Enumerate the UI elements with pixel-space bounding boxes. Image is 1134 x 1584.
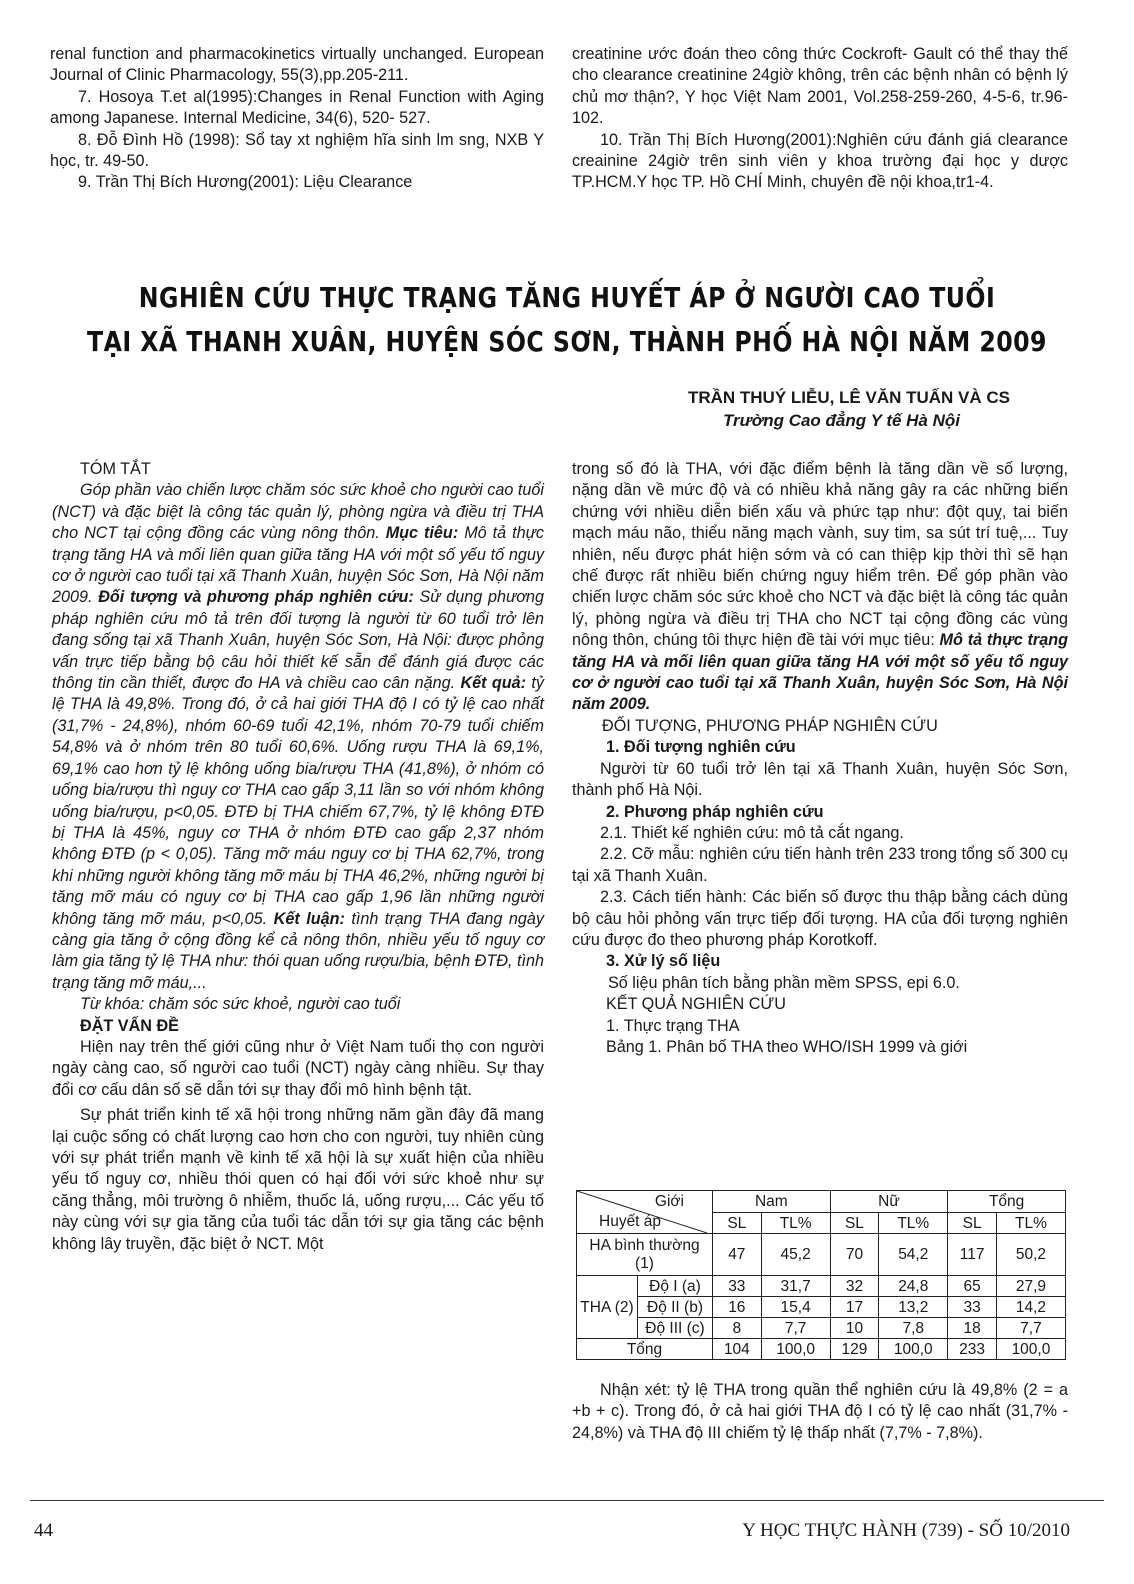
table-subheader: SL [948, 1213, 997, 1234]
table-cell: 32 [830, 1276, 879, 1297]
summary-heading: TÓM TẮT [80, 460, 151, 478]
subheading-subjects: 1. Đối tượng nghiên cứu [606, 738, 796, 757]
affiliation: Trường Cao đẳng Y tế Hà Nội [722, 411, 960, 430]
table-cell: 104 [713, 1339, 762, 1360]
conclusion-text: tình trạng THA đang ngày càng gia tăng ở cộng đồng kể cả nông thôn, nhiều yếu tố nguy cơ làm gia tăng tỷ lệ THA như: thói quan uống rượu/bia, bệnh ĐTĐ, tình trạng tăng mỡ máu,... [52, 909, 544, 992]
reference-item: 8. Đỗ Đình Hồ (1998): Sổ tay xt nghiệm hĩa sinh lm sng, NXB Y học, tr. 49-50. [50, 130, 544, 171]
right-column [572, 459, 1068, 1058]
table-cell: 7,8 [879, 1318, 948, 1339]
corner-label-gender: Giới [654, 1193, 684, 1210]
table-cell: 18 [948, 1318, 997, 1339]
table-cell: 15,4 [761, 1297, 830, 1318]
table-caption: Bảng 1. Phân bố THA theo WHO/ISH 1999 và giới [606, 1037, 968, 1056]
left-column [52, 459, 544, 1255]
table-row [577, 1276, 1066, 1297]
row-label: Độ III (c) [638, 1318, 713, 1339]
table-cell: 129 [830, 1339, 879, 1360]
conclusion-label: Kết luận: [273, 909, 345, 928]
table-cell: 27,9 [996, 1276, 1065, 1297]
method-sample: 2.2. Cỡ mẫu: nghiên cứu tiến hành trên 233 trong tổng số 300 cụ tại xã Thanh Xuân. [572, 845, 1068, 885]
table-cell: 50,2 [996, 1234, 1065, 1276]
table-cell: 117 [948, 1234, 997, 1276]
table-cell: 33 [948, 1297, 997, 1318]
table-cell: 33 [713, 1276, 762, 1297]
methods-label: Đối tượng và phương pháp nghiên cứu: [98, 588, 414, 607]
table-cell: 8 [713, 1318, 762, 1339]
reference-item: 7. Hosoya T.et al(1995):Changes in Renal Function with Aging among Japanese. Internal Medicine, 34(6), 520- 527. [50, 87, 544, 128]
table-cell: 45,2 [761, 1234, 830, 1276]
row-label: Độ I (a) [638, 1276, 713, 1297]
row-label: Tổng [577, 1339, 713, 1360]
references-right [572, 44, 1068, 194]
references-left [50, 44, 544, 194]
table-cell: 100,0 [996, 1339, 1065, 1360]
method-design: 2.1. Thiết kế nghiên cứu: mô tả cắt ngang. [600, 823, 904, 842]
table-cell: 13,2 [879, 1297, 948, 1318]
reference-item: 9. Trần Thị Bích Hương(2001): Liệu Clearance [78, 173, 413, 192]
table-header: Nữ [830, 1191, 948, 1213]
table-header: Tổng [948, 1191, 1066, 1213]
table-subheader: SL [713, 1213, 762, 1234]
table-cell: 10 [830, 1318, 879, 1339]
study-goal: Mô tả thực trạng tăng HA và mối liên quan giữa tăng HA với một số yếu tố nguy cơ ở người cao tuổi tại xã Thanh Xuân, huyện Sóc Sơn, Hà Nội năm 2009. [572, 631, 1068, 714]
page-number: 44 [34, 1520, 53, 1541]
reference-item: creatinine ước đoán theo công thức Cockroft- Gault có thể thay thế cho clearance creatinine 24giờ không, trên các bệnh nhân có bệnh lý chủ mơ thận?, Y học Việt Nam 2001, Vol.258-259-260, 4-5-6, tr.96-102. [572, 45, 1068, 128]
table-cell: 233 [948, 1339, 997, 1360]
body-paragraph: Hiện nay trên thế giới cũng như ở Việt Nam tuổi thọ con người ngày càng cao, số người cao tuổi (NCT) ngày càng nhiều. Sự thay đổi cơ cấu dân số sẽ dẫn tới sự thay đổi mô hình bệnh tật. [52, 1037, 544, 1099]
intro-text: trong số đó là THA, với đặc điểm bệnh là tăng dần về số lượng, nặng dần về mức độ và có nhiều khả năng gây ra các những biến chứng với nhiều diễn biến xấu và phức tạp như: đột quỵ, tai biến mạch máu não, thiểu năng mạch vành, suy tim, sa sút trí tuệ,... Tuy nhiên, nếu được phát hiện sớm và có can thiệp kịp thời thì sẽ hạn chế được rất nhiều biến chứng nguy hiểm trên. Để góp phần vào chiến lược chăm sóc sức khoẻ cho NCT và đặc biệt là công tác quản lý, phòng ngừa và điều trị THA cho NCT tại cộng đồng các vùng nông thôn, chúng tôi thực hiện đề tài với mục tiêu: [572, 460, 1068, 650]
table-cell: 100,0 [761, 1339, 830, 1360]
table-cell: 24,8 [879, 1276, 948, 1297]
table-cell: 54,2 [879, 1234, 948, 1276]
table-cell: 31,7 [761, 1276, 830, 1297]
section-heading-methods: ĐỐI TƯỢNG, PHƯƠNG PHÁP NGHIÊN CỨU [602, 716, 938, 735]
table-cell: 7,7 [996, 1318, 1065, 1339]
subjects-text: Người từ 60 tuổi trở lên tại xã Thanh Xuân, huyện Sóc Sơn, thành phố Hà Nội. [572, 759, 1068, 800]
table-row [577, 1339, 1066, 1360]
method-procedure: 2.3. Cách tiến hành: Các biến số được thu thập bằng cách dùng bộ câu hỏi phỏng vấn trực tiếp đối tượng. HA của đối tượng nghiên cứu được đo theo phương pháp Korotkoff. [572, 888, 1068, 949]
table-comment: Nhận xét: tỷ lệ THA trong quần thể nghiên cứu là 49,8% (2 = a +b + c). Trong đó, ở cả hai giới THA độ I có tỷ lệ cao nhất (31,7% - 24,8%) và THA độ III chiếm tỷ lệ thấp nhất (7,7% - 7,8%). [572, 1381, 1068, 1442]
table-subheader: TL% [761, 1213, 830, 1234]
row-label: HA bình thường (1) [577, 1234, 713, 1276]
table-cell: 65 [948, 1276, 997, 1297]
table-tha-distribution [576, 1190, 1066, 1360]
row-group-label: THA (2) [577, 1276, 638, 1339]
reference-item: 10. Trần Thị Bích Hương(2001):Nghiên cứu đánh giá clearance creainine 24giờ trên sinh viên y khoa trường đại học y dược TP.HCM.Y học TP. Hồ CHÍ Minh, chuyên đề nội khoa,tr1-4. [572, 130, 1068, 192]
table-subheader: TL% [879, 1213, 948, 1234]
table-cell: 47 [713, 1234, 762, 1276]
authors: TRẦN THUÝ LIỄU, LÊ VĂN TUẤN VÀ CS [687, 388, 1010, 407]
table-subheader: SL [830, 1213, 879, 1234]
article-title-line-1: NGHIÊN CỨU THỰC TRẠNG TĂNG HUYẾT ÁP Ở NGƯỜI CAO TUỔI [138, 282, 996, 314]
journal-name: Y HỌC THỰC HÀNH (739) - SỐ 10/2010 [742, 1520, 1070, 1541]
table-cell: 7,7 [761, 1318, 830, 1339]
methods-text: Sử dụng phương pháp nghiên cứu mô tả trên đối tượng là người từ 60 tuổi trở lên đang sống tại xã Thanh Xuân, huyện Sóc Sơn, Hà Nội: được phỏng vấn trực tiếp bằng bộ câu hỏi thiết kế sẵn để đánh giá được các thông tin cần thiết, được đo HA và chiều cao cân nặng. [52, 588, 545, 693]
table-row [577, 1297, 1066, 1318]
objective-text: Mô tả thực trạng tăng HA và mối liên quan giữa tăng HA với một số yếu tố nguy cơ ở người cao tuổi tại xã Thanh Xuân, huyện Sóc Sơn, Hà Nội năm 2009. [52, 524, 544, 607]
subheading-method: 2. Phương pháp nghiên cứu [606, 802, 824, 821]
article-title-line-2: TẠI XÃ THANH XUÂN, HUYỆN SÓC SƠN, THÀNH PHỐ HÀ NỘI NĂM 2009 [87, 326, 1047, 358]
results-label: Kết quả: [460, 674, 527, 693]
keywords: Từ khóa: chăm sóc sức khoẻ, người cao tuổi [80, 995, 401, 1014]
subheading-data-processing: 3. Xử lý số liệu [606, 952, 721, 971]
table-row [577, 1234, 1066, 1276]
table-cell: 16 [713, 1297, 762, 1318]
table-header: Nam [713, 1191, 831, 1213]
table-cell: 14,2 [996, 1297, 1065, 1318]
section-heading-results: KẾT QUẢ NGHIÊN CỨU [606, 995, 786, 1014]
intro-continued [572, 459, 1068, 716]
table-subheader: TL% [996, 1213, 1065, 1234]
objective-label: Mục tiêu: [385, 524, 459, 543]
corner-label-blood-pressure: Huyết áp [599, 1213, 662, 1230]
table-cell: 100,0 [879, 1339, 948, 1360]
summary-paragraph [52, 480, 544, 994]
reference-item: renal function and pharmacokinetics virtually unchanged. European Journal of Clinic Pharmacology, 55(3),pp.205-211. [50, 45, 544, 85]
body-paragraph: Sự phát triển kinh tế xã hội trong những năm gần đây đã mang lại cuộc sống có chất lượng cao hơn cho con người, tuy nhiên cùng với sự phát triển mạnh về kinh tế xã hội là sự xuất hiện của nhiều yếu tố nguy cơ, nhiều thói quen có hại đối với sức khoẻ như sự căng thẳng, môi trường ô nhiễm, thuốc lá, uống rượu,... Các yếu tố này cùng với sự gia tăng của tuổi tác dẫn tới sự gia tăng các bệnh không lây truyền, đặc biệt ở NCT. Một [52, 1106, 544, 1253]
data-processing-text: Số liệu phân tích bằng phần mềm SPSS, epi 6.0. [608, 973, 960, 992]
section-heading-dat-van-de: ĐẶT VẤN ĐỀ [80, 1016, 179, 1035]
table-corner-cell [577, 1191, 713, 1234]
subheading-tha-status: 1. Thực trạng THA [606, 1016, 740, 1035]
summary-intro: Góp phần vào chiến lược chăm sóc sức khoẻ cho người cao tuổi (NCT) và đặc biệt là công tác quản lý, phòng ngừa và điều trị THA cho NCT tại cộng đồng các vùng nông thôn. [52, 481, 544, 543]
table-cell: 17 [830, 1297, 879, 1318]
row-label: Độ II (b) [638, 1297, 713, 1318]
footer-divider [30, 1500, 1104, 1501]
table-row [577, 1318, 1066, 1339]
results-text: tỷ lệ THA là 49,8%. Trong đó, ở cả hai giới THA độ I có tỷ lệ cao nhất (31,7% - 24,8%), nhóm 60-69 tuổi 42,1%, nhóm 70-79 tuổi chiếm 54,8% và ở nhóm trên 80 tuổi 60,6%. Uống rượu THA là 69,1%, 69,1% cao hơn tỷ lệ không uống bia/rượu THA (41,8%), ở nhóm có uống bia/rượu thì nguy cơ THA cao gấp 3,11 lần so với nhóm không uống bia/rượu, p<0,05. ĐTĐ bị THA chiếm 67,7%, tỷ lệ không ĐTĐ bị THA là 45%, nguy cơ THA ở nhóm ĐTĐ cao gấp 2,37 nhóm không ĐTĐ (p < 0,05). Tăng mỡ máu nguy cơ bị THA 62,7%, trong khi những người không tăng mỡ máu bị THA 46,2%, những người bị tăng mỡ máu có nguy cơ bị THA cao gấp 1,96 lần những người không tăng mỡ máu, p<0,05. [52, 674, 544, 928]
table-cell: 70 [830, 1234, 879, 1276]
